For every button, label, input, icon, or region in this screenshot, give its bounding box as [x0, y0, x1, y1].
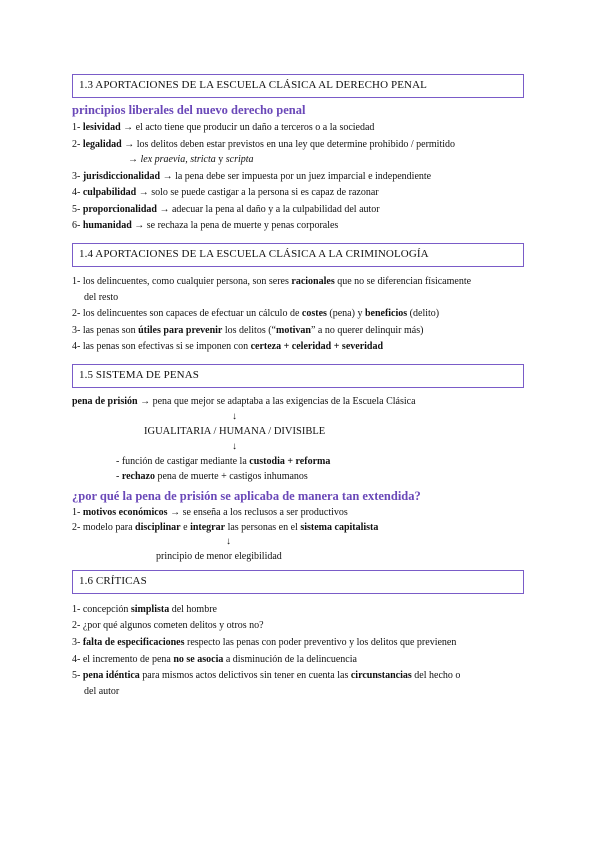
list-item: 2- los delincuentes son capaces de efectuar un cálculo de costes (pena) y beneficios (delito)	[72, 308, 440, 319]
list-item: - rechazo pena de muerte + castigos inhumanos	[116, 471, 308, 482]
section-1-3-subtitle: principios liberales del nuevo derecho penal	[72, 103, 306, 117]
down-arrow-icon: ↓	[226, 536, 231, 547]
section-1-5-heading: 1.5 SISTEMA DE PENAS	[72, 364, 524, 388]
list-item: 2- legalidad → los delitos deben estar previstos en una ley que determine prohibido / permitido	[72, 139, 456, 150]
list-item: 3- las penas son útiles para prevenir los delitos (“motivan” a no querer delinquir más)	[72, 325, 424, 336]
list-item-continuation: del resto	[84, 292, 119, 303]
list-item: 1- lesividad → el acto tiene que producir un daño a terceros o a la sociedad	[72, 122, 375, 133]
list-item: 2- modelo para disciplinar e integrar las personas en el sistema capitalista	[72, 522, 379, 533]
list-item: 4- el incremento de pena no se asocia a disminución de la delincuencia	[72, 654, 357, 665]
list-item: 1- concepción simplista del hombre	[72, 604, 217, 615]
list-item-continuation: del autor	[84, 686, 120, 697]
prison-line: pena de prisión → pena que mejor se adaptaba a las exigencias de la Escuela Clásica	[72, 396, 416, 407]
list-subitem: → lex praevia, stricta y scripta	[128, 154, 254, 165]
list-item: 4- culpabilidad → solo se puede castigar a la persona si es capaz de razonar	[72, 187, 379, 198]
list-item: - función de castigar mediante la custodia + reforma	[116, 456, 331, 467]
down-arrow-icon: ↓	[232, 441, 237, 452]
list-item: 3- falta de especificaciones respecto las penas con poder preventivo y los delitos que previenen	[72, 637, 457, 648]
principle-line: principio de menor elegibilidad	[156, 551, 282, 562]
list-item: 1- los delincuentes, como cualquier persona, son seres racionales que no se diferencian físicamente	[72, 276, 472, 287]
section-1-6-heading: 1.6 CRÍTICAS	[72, 570, 524, 594]
list-item: 5- pena idéntica para mismos actos delictivos sin tener en cuenta las circunstancias del hecho o	[72, 670, 461, 681]
section-1-3-heading: 1.3 APORTACIONES DE LA ESCUELA CLÁSICA AL DERECHO PENAL	[72, 74, 524, 98]
section-1-5-question: ¿por qué la pena de prisión se aplicaba de manera tan extendida?	[72, 489, 421, 503]
list-item: 2- ¿por qué algunos cometen delitos y otros no?	[72, 620, 264, 631]
list-item: 3- jurisdiccionalidad → la pena debe ser impuesta por un juez imparcial e independiente	[72, 171, 432, 182]
list-item: 6- humanidad → se rechaza la pena de muerte y penas corporales	[72, 220, 339, 231]
list-item: 5- proporcionalidad → adecuar la pena al daño y a la culpabilidad del autor	[72, 204, 380, 215]
list-item: 4- las penas son efectivas si se imponen con certeza + celeridad + severidad	[72, 341, 384, 352]
down-arrow-icon: ↓	[232, 411, 237, 422]
prison-features: IGUALITARIA / HUMANA / DIVISIBLE	[144, 426, 326, 437]
list-item: 1- motivos económicos → se enseña a los reclusos a ser productivos	[72, 507, 348, 518]
section-1-4-heading: 1.4 APORTACIONES DE LA ESCUELA CLÁSICA A LA CRIMINOLOGÍA	[72, 243, 524, 267]
